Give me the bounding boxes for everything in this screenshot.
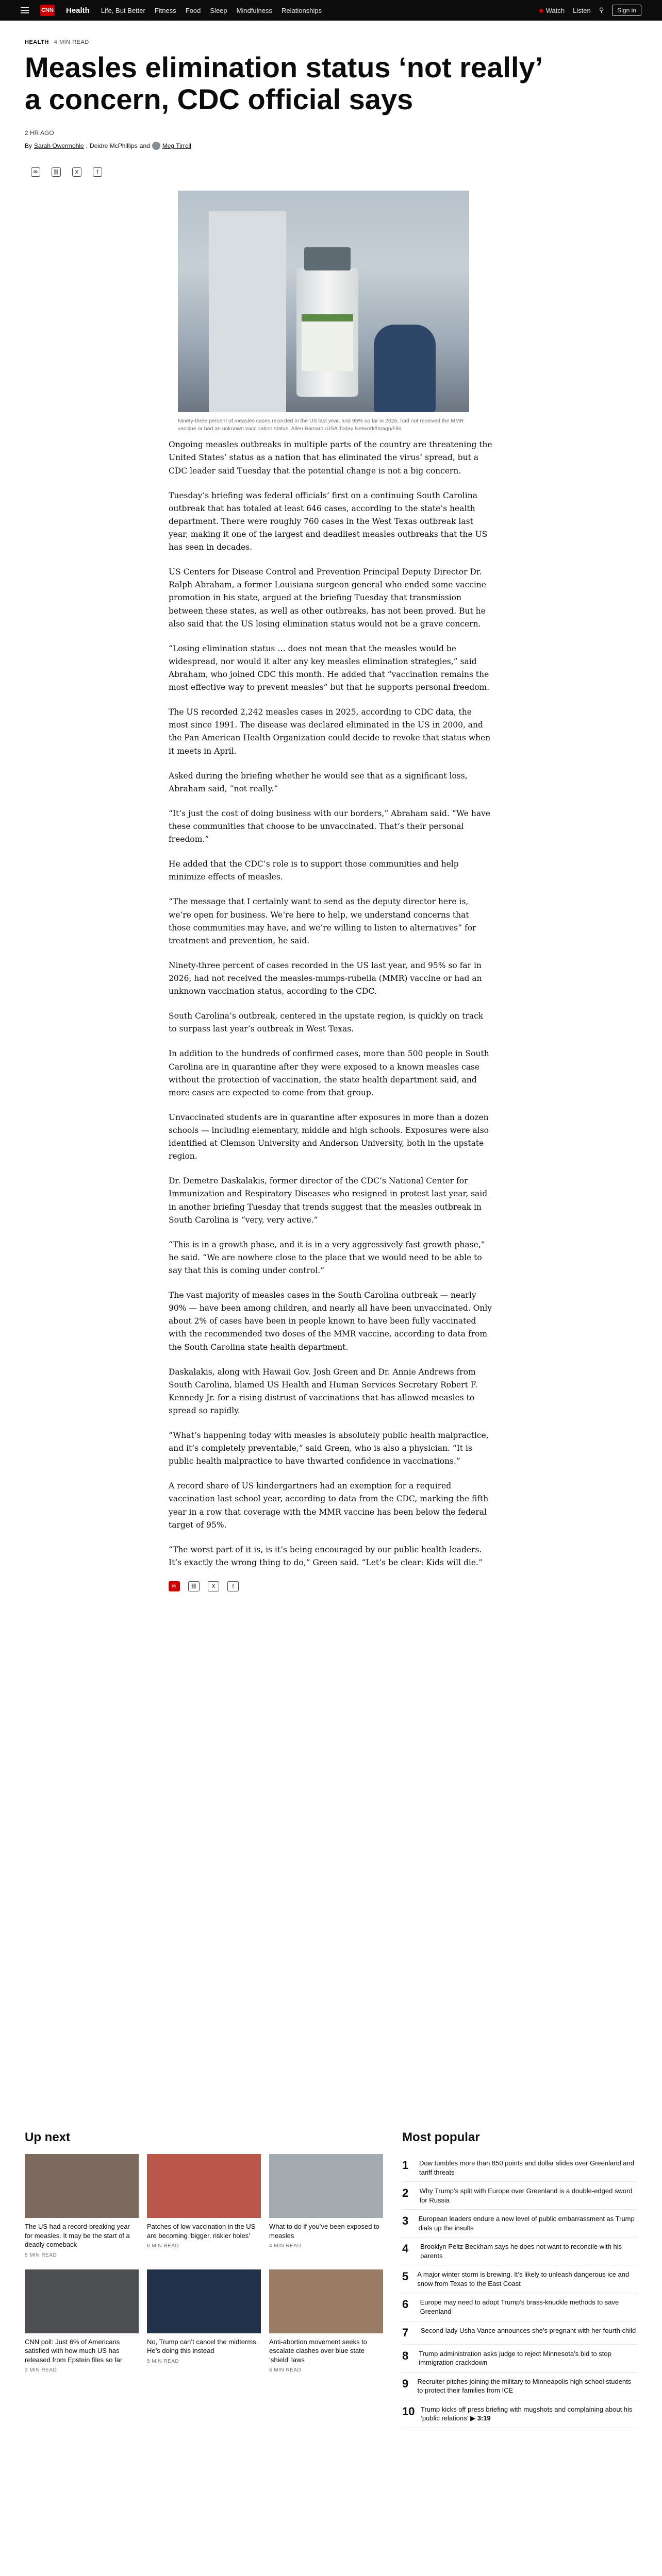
email-icon[interactable]: ✉ [31,167,40,177]
popular-title: Why Trump’s split with Europe over Greenland is a double-edged sword for Russia [419,2187,633,2204]
paragraph: Unvaccinated students are in quarantine after exposures in more than a dozen schools — including elementary, middle and high schools. Exposures were also identified at Clemson University and Anderson University, both in the upstate region. [169,1112,489,1161]
popular-title: Brooklyn Peltz Beckham says he does not want to reconcile with his parents [420,2243,622,2260]
popular-rank: 8 [402,2349,409,2362]
live-dot-icon [539,9,543,13]
author-name: Deidre McPhillips [90,142,138,150]
image-bottle [374,325,436,412]
story-title: No, Trump can’t cancel the midterms. He’s doing this instead [147,2337,258,2355]
end-share-bar [169,1581,493,1591]
page-title: Measles elimination status ‘not really’ a concern, CDC official says [25,51,542,115]
menu-icon[interactable] [21,7,29,13]
facebook-icon[interactable]: f [227,1581,239,1591]
paragraph: “It’s just the cost of doing business with our borders,” Abraham said. “We have these communities that choose to be unvaccinated. That’s their personal freedom.” [169,808,490,844]
video-duration: ▶ 3:19 [468,2414,491,2422]
paragraph: The vast majority of measles cases in the South Carolina outbreak — nearly 90% — have been among children, and nearly all have been unvaccinated. Only about 2% of cases have been in people known to have been fully vaccinated with the recommended two doses of the MMR vaccine, according to data from the South Carolina state health department. [169,1291,492,1352]
paragraph: “This is in a growth phase, and it is in a very aggressively fast growth phase,” he said. “We are nowhere close to the place that we would need to be able to say that this is coming under control.” [169,1240,485,1275]
up-next [25,2130,383,2373]
read-time: 5 MIN READ [25,2252,57,2258]
story-card[interactable] [25,2269,139,2374]
story-card[interactable] [147,2269,261,2374]
popular-rank: 1 [402,2159,409,2172]
popular-item[interactable] [402,2210,637,2238]
story-card[interactable] [269,2269,383,2374]
paragraph: A record share of US kindergartners had an exemption for a required vaccination last school year, according to data from the CDC, marking the fifth year in a row that coverage with the MMR vaccine has been below the federal target of 95%. [169,1481,489,1530]
top-nav [0,0,662,21]
x-icon[interactable]: X [208,1581,219,1591]
section-nav [101,7,322,14]
paragraph: The US recorded 2,242 measles cases in 2025, according to CDC data, the most since 1991. The disease was declared eliminated in the US in 2000, and the Pan American Health Organization could decide to revoke that status when it meets in April. [169,707,491,756]
search-icon[interactable]: ⚲ [599,6,604,14]
paragraph: “What’s happening today with measles is absolutely public health malpractice, and it’s completely preventable,” said Green, who is also a physician. “It is public health malpractice to have thwarted confidence in vaccinations.” [169,1431,489,1466]
popular-item[interactable] [402,2154,637,2182]
nav-link[interactable]: Life, But Better [101,6,145,14]
most-popular [402,2130,637,2428]
paragraph: US Centers for Disease Control and Prevention Principal Deputy Director Dr. Ralph Abraham, a former Louisiana surgeon general who ended some vaccine promotion in his state, argued at the briefing Tuesday that transmission between these states, as well as other outbreaks, has not been proved. But he also said that the US losing elimination status would not be a grave concern. [169,567,486,629]
story-thumbnail [269,2269,383,2333]
paragraph: “Losing elimination status … does not mean that the measles would be widespread, nor would it alter any key measles elimination strategies,” said Abraham, who joined CDC this month. He added that “vaccination remains the most effective way to prevent measles” but that he supports personal freedom. [169,643,490,692]
nav-link[interactable]: Food [185,6,201,14]
breadcrumb-section[interactable]: HEALTH [25,39,49,45]
story-title: Patches of low vaccination in the US are becoming ‘bigger, riskier holes’ [147,2223,256,2240]
read-time: 4 MIN READ [269,2243,302,2249]
paragraph: Daskalakis, along with Hawaii Gov. Josh Green and Dr. Annie Andrews from South Carolina, blamed US Health and Human Services Secretary Robert F. Kennedy Jr. for a rising distrust of vaccinations that has allowed measles to spread so rapidly. [169,1367,477,1415]
paragraph: In addition to the hundreds of confirmed cases, more than 500 people in South Carolina are in quarantine after they were exposed to a known measles case without the protection of vaccination, the state health department said, and more cases are expected to come from that group. [169,1049,489,1097]
nav-right [539,5,641,16]
paragraph: He added that the CDC’s role is to support those communities and help minimize effects of measles. [169,859,459,882]
cnn-logo[interactable]: CNN [40,5,55,16]
popular-rank: 3 [402,2214,409,2228]
popular-rank: 9 [402,2377,409,2390]
popular-item[interactable] [402,2238,637,2265]
article [169,191,493,1591]
byline [25,142,637,150]
watch-label: Watch [545,6,565,14]
story-title: What to do if you’ve been exposed to measles [269,2223,379,2240]
section-title[interactable]: Health [66,6,90,15]
popular-item[interactable] [402,2182,637,2210]
story-card[interactable] [25,2154,139,2258]
nav-link[interactable]: Sleep [210,6,227,14]
nav-link[interactable]: Fitness [154,6,176,14]
author-avatar [152,142,160,150]
paragraph: “The worst part of it is, is it’s being encouraged by our public health leaders. It’s exactly the wrong thing to do,” Green said. “Let’s be clear: Kids will die.” [169,1545,483,1567]
byline-prefix: By [25,142,32,150]
story-title: CNN poll: Just 6% of Americans satisfied with how much US has released from Epstein files so far [25,2337,123,2364]
story-thumbnail [147,2154,261,2218]
popular-title: Trump administration asks judge to reject Minnesota’s bid to stop immigration crackdown [419,2349,611,2367]
story-card[interactable] [269,2154,383,2258]
image-cap [304,247,351,270]
popular-rank: 10 [402,2404,415,2418]
author-link[interactable]: Meg Tirrell [162,142,191,150]
popular-rank: 7 [402,2326,409,2339]
listen-link[interactable]: Listen [573,6,591,14]
facebook-icon[interactable]: f [93,167,102,177]
story-thumbnail [269,2154,383,2218]
paragraph: Tuesday’s briefing was federal officials’ first on a continuing South Carolina outbreak that has totaled at least 646 cases, according to the state’s health department. There were roughly 760 cases in the West Texas outbreak last year, making it one of the largest and deadliest measles outbreaks that the US has seen in decades. [169,490,488,552]
email-icon[interactable]: ✉ [169,1581,180,1591]
image-box [209,211,286,412]
popular-item[interactable] [402,2345,637,2372]
byline-separator: , [86,142,88,150]
most-popular-list [402,2154,637,2428]
read-time: 4 MIN READ [54,39,89,45]
popular-title: European leaders endure a new level of public embarrassment as Trump dials up the insults [418,2215,635,2232]
author-link[interactable]: Sarah Owermohle [34,142,84,150]
popular-rank: 5 [402,2270,409,2283]
byline-block [0,115,662,150]
hero-image [178,191,469,412]
updated-time: 2 HR AGO [25,129,54,137]
nav-link[interactable]: Mindfulness [236,6,273,14]
paragraph: Ongoing measles outbreaks in multiple parts of the country are threatening the United States’ status as a nation that has eliminated the virus’ spread, but a CDC leader said Tuesday that the potential change is not a big concern. [169,440,492,476]
story-card[interactable] [147,2154,261,2258]
read-time: 3 MIN READ [25,2367,57,2374]
popular-title: Dow tumbles more than 850 points and dollar slides over Greenland and tariff threats [419,2159,634,2176]
popular-item[interactable] [402,2400,637,2428]
popular-item[interactable] [402,2372,637,2400]
image-caption: Ninety-three percent of measles cases recorded in the US last year, and 95% so far in 2026, had not received the MMR vaccine or had an unknown vaccination status. Allen Bamard /USA Today Network/Imagn/File [178,418,464,432]
story-thumbnail [25,2154,139,2218]
popular-title: Second lady Usha Vance announces she’s pregnant with her fourth child [421,2326,636,2334]
link-icon[interactable]: ⛓ [52,167,61,177]
popular-rank: 6 [402,2298,409,2311]
story-title: The US had a record-breaking year for measles. It may be the start of a deadly comeback [25,2223,130,2249]
image-label [302,314,353,371]
x-icon[interactable]: X [72,167,81,177]
popular-item[interactable] [402,2293,637,2321]
paragraph: Dr. Demetre Daskalakis, former director of the CDC’s National Center for Immunization and Respiratory Diseases who resigned in protest last year, said in another briefing Tuesday that trends suggest that the measles outbreak in South Carolina is “very, very active.” [169,1176,488,1225]
byline-separator: and [139,142,150,150]
watch-link[interactable] [539,7,565,14]
popular-title: Trump kicks off press briefing with mugshots and complaining about his ‘public relations’ ▶ 3:19 [421,2405,633,2422]
popular-title: Europe may need to adopt Trump’s brass-knuckle methods to save Greenland [420,2298,619,2316]
paragraph: South Carolina’s outbreak, centered in the upstate region, is quickly on track to surpass last year’s outbreak in West Texas. [169,1011,484,1034]
up-next-grid [25,2154,383,2373]
article-body [169,438,493,1569]
popular-title: A major winter storm is brewing. It’s likely to unleash dangerous ice and snow from Texas to the East Coast [417,2270,630,2287]
story-thumbnail [25,2269,139,2333]
story-title: Anti-abortion movement seeks to escalate clashes over blue state ‘shield’ laws [269,2337,368,2364]
paragraph: Asked during the briefing whether he would see that as a significant loss, Abraham said, “not really.” [169,771,468,793]
share-bar [0,150,662,177]
popular-rank: 4 [402,2242,409,2256]
read-time: 6 MIN READ [147,2243,179,2249]
read-time: 5 MIN READ [147,2358,179,2364]
most-popular-title: Most popular [402,2130,480,2144]
nav-link[interactable]: Relationships [282,6,322,14]
read-time: 6 MIN READ [269,2367,302,2374]
story-thumbnail [147,2269,261,2333]
breadcrumb [0,21,662,45]
paragraph: “The message that I certainly want to send as the deputy director here is, we’re open for business. We’re here to help, we understand concerns that those communities may have, and we’re willing to listen to alternatives” for treatment and prevention, he said. [169,897,476,945]
popular-rank: 2 [402,2187,409,2200]
link-icon[interactable]: ⛓ [188,1581,200,1591]
up-next-title: Up next [25,2130,71,2144]
signin-button[interactable]: Sign in [612,5,641,16]
popular-item[interactable] [402,2321,637,2345]
popular-item[interactable] [402,2265,637,2293]
popular-title: Recruiter pitches joining the military to Minneapolis high school students to protect their families from ICE [417,2377,632,2395]
paragraph: Ninety-three percent of cases recorded in the US last year, and 95% so far in 2026, had not received the measles-mumps-rubella (MMR) vaccine or had an unknown vaccination status, according to the CDC. [169,960,482,996]
